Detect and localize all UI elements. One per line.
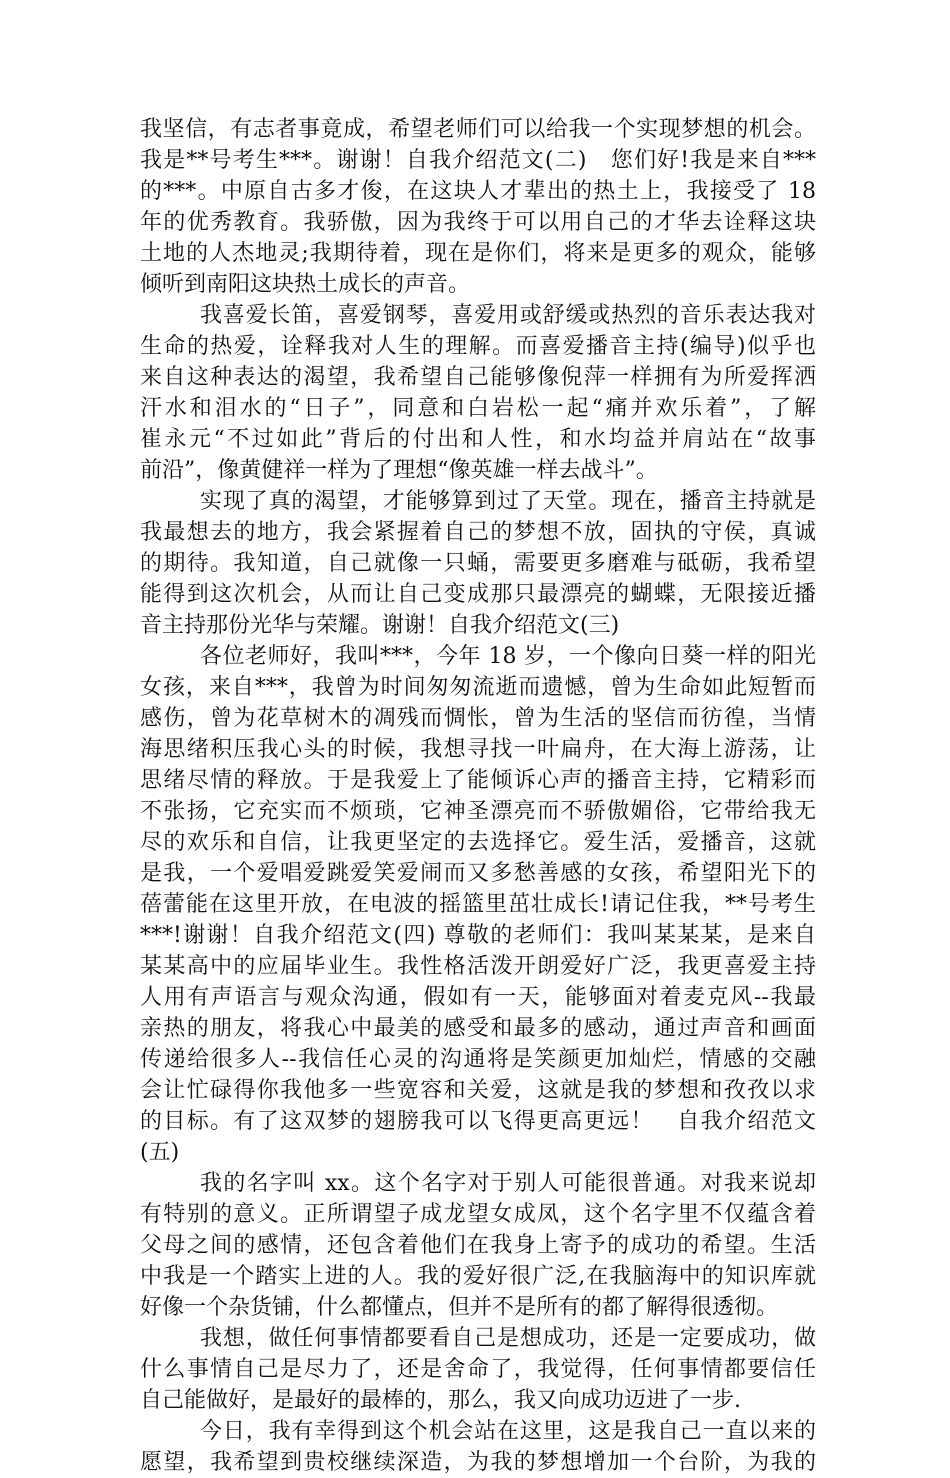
text-line: 今日，我有幸得到这个机会站在这里，这是我自己一直以来的 <box>200 1419 816 1444</box>
text-line: 来自这种表达的渴望，我希望自己能够像倪萍一样拥有为所爱挥洒 <box>140 365 816 390</box>
text-line: 我是**号考生***。谢谢！自我介绍范文(二) 您们好!我是来自*** <box>140 148 816 173</box>
text-line: 前沿”，像黄健祥一样为了理想“像英雄一样去战斗”。 <box>140 458 658 483</box>
text-line: 年的优秀教育。我骄傲，因为我终于可以用自己的才华去诠释这块 <box>140 210 816 235</box>
text-line: 我最想去的地方，我会紧握着自己的梦想不放，固执的守侯，真诚 <box>140 520 816 545</box>
text-line: 崔永元“不过如此”背后的付出和人性，和水均益并肩站在“故事 <box>140 427 816 452</box>
text-line: (五) <box>140 1140 180 1165</box>
text-line: 不张扬，它充实而不烦琐，它神圣漂亮而不骄傲媚俗，它带给我无 <box>140 799 816 824</box>
text-line: 尽的欢乐和自信，让我更坚定的去选择它。爱生活，爱播音，这就 <box>140 830 816 855</box>
text-line: 实现了真的渴望，才能够算到过了天堂。现在，播音主持就是 <box>200 489 816 514</box>
text-line: 好像一个杂货铺，什么都懂点，但并不是所有的都了解得很透彻。 <box>140 1295 779 1320</box>
text-line: 中我是一个踏实上进的人。我的爱好很广泛,在我脑海中的知识库就 <box>140 1264 816 1289</box>
text-line: 的期待。我知道，自己就像一只蛹，需要更多磨难与砥砺，我希望 <box>140 551 816 576</box>
text-line: 传递给很多人--我信任心灵的沟通将是笑颜更加灿烂，情感的交融 <box>140 1047 816 1072</box>
text-line: 汗水和泪水的“日子”，同意和白岩松一起“痛并欢乐着”，了解 <box>140 396 816 421</box>
text-line: 会让忙碌得你我他多一些宽容和关爱，这就是我的梦想和孜孜以求 <box>140 1078 816 1103</box>
text-line: ***!谢谢！自我介绍范文(四) 尊敬的老师们：我叫某某某，是来自 <box>140 923 816 948</box>
text-line: 我坚信，有志者事竟成，希望老师们可以给我一个实现梦想的机会。 <box>140 117 816 142</box>
text-line: 某某高中的应届毕业生。我性格活泼开朗爱好广泛，我更喜爱主持 <box>140 954 816 979</box>
text-line: 各位老师好，我叫***，今年 18 岁，一个像向日葵一样的阳光 <box>200 644 816 669</box>
text-line: 愿望，我希望到贵校继续深造，为我的梦想增加一个台阶，为我的 <box>140 1450 816 1475</box>
text-line: 音主持那份光华与荣耀。谢谢！自我介绍范文(三) <box>140 613 620 638</box>
text-line: 是我，一个爱唱爱跳爱笑爱闹而又多愁善感的女孩，希望阳光下的 <box>140 861 816 886</box>
document-page <box>140 114 816 1478</box>
text-line: 什么事情自己是尽力了，还是舍命了，我觉得，任何事情都要信任 <box>140 1357 816 1382</box>
text-line: 我想，做任何事情都要看自己是想成功，还是一定要成功，做 <box>200 1326 816 1351</box>
text-line: 能得到这次机会，从而让自己变成那只最漂亮的蝴蝶，无限接近播 <box>140 582 816 607</box>
text-line: 土地的人杰地灵;我期待着，现在是你们，将来是更多的观众，能够 <box>140 241 816 266</box>
text-line: 生命的热爱，诠释我对人生的理解。而喜爱播音主持(编导)似乎也 <box>140 334 816 359</box>
text-line: 女孩，来自***，我曾为时间匆匆流逝而遗憾，曾为生命如此短暂而 <box>140 675 816 700</box>
text-line: 父母之间的感情，还包含着他们在我身上寄予的成功的希望。生活 <box>140 1233 816 1258</box>
text-line: 我的名字叫 xx。这个名字对于别人可能很普通。对我来说却 <box>200 1171 816 1196</box>
text-line: 的***。中原自古多才俊，在这块人才辈出的热土上，我接受了 18 <box>140 179 816 204</box>
text-line: 感伤，曾为花草树木的凋残而惆怅，曾为生活的坚信而彷徨，当情 <box>140 706 816 731</box>
text-line: 蓓蕾能在这里开放，在电波的摇篮里茁壮成长!请记住我，**号考生 <box>140 892 816 917</box>
text-line: 亲热的朋友，将我心中最美的感受和最多的感动，通过声音和画面 <box>140 1016 816 1041</box>
text-line: 思绪尽情的释放。于是我爱上了能倾诉心声的播音主持，它精彩而 <box>140 768 816 793</box>
text-line: 有特别的意义。正所谓望子成龙望女成凤，这个名字里不仅蕴含着 <box>140 1202 816 1227</box>
text-line: 倾听到南阳这块热土成长的声音。 <box>140 272 471 297</box>
text-line: 海思绪积压我心头的时候，我想寻找一叶扁舟，在大海上游荡，让 <box>140 737 816 762</box>
text-line: 的目标。有了这双梦的翅膀我可以飞得更高更远！ 自我介绍范文 <box>140 1109 816 1134</box>
text-line: 自己能做好，是最好的最棒的，那么，我又向成功迈进了一步. <box>140 1388 741 1413</box>
text-line: 我喜爱长笛，喜爱钢琴，喜爱用或舒缓或热烈的音乐表达我对 <box>200 303 816 328</box>
text-line: 人用有声语言与观众沟通，假如有一天，能够面对着麦克风--我最 <box>140 985 816 1010</box>
